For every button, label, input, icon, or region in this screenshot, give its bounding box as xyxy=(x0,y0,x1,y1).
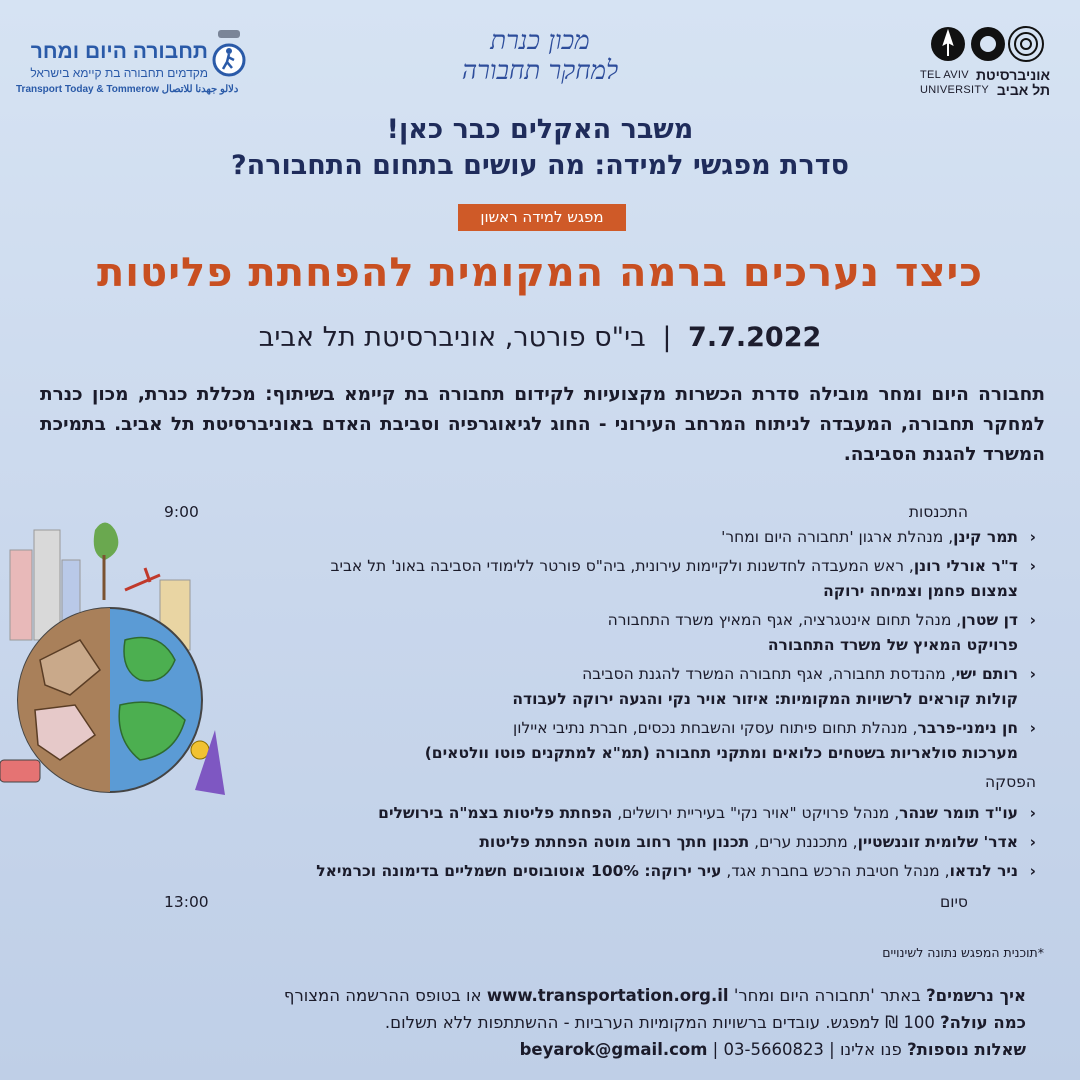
speaker-line xyxy=(164,830,1036,855)
speaker-role: , ראש המעבדה לחדשנות ולקיימות עירונית, ביה"ס פורטר ללימודי הסביבה באונ' תל אביב xyxy=(330,557,914,575)
speaker-role: , מתכננת ערים, xyxy=(749,833,858,851)
series-title-line2: סדרת מפגשי למידה: מה עושים בתחום התחבורה? xyxy=(231,150,849,181)
transport-today-logo xyxy=(16,28,246,100)
agenda-speaker-item xyxy=(164,662,1036,712)
email-link[interactable]: beyarok@gmail.com xyxy=(519,1040,708,1059)
speaker-line xyxy=(164,608,1036,633)
tt-english: Transport Today & Tommerow دلالو جهدنا للاتصال xyxy=(16,84,239,95)
tau-logo-mark-icon xyxy=(926,24,1044,64)
speaker-line xyxy=(164,525,1036,550)
talk-topic: הפחתת פליטות בצמ"ה בירושלים xyxy=(378,804,613,822)
talk-topic: מערכות סולאריות בשטחים כלואים ומתקני תחבורה (תמ"א למתקנים פוטו וולטאים) xyxy=(424,744,1018,762)
talk-topic: תכנון חתך רחוב מוטה הפחתת פליטות xyxy=(479,833,750,851)
start-label: התכנסות xyxy=(908,503,968,521)
start-time: 9:00 xyxy=(164,503,199,521)
agenda-speaker-item xyxy=(164,859,1036,884)
footer xyxy=(126,982,1026,1063)
tt-subtitle: מקדמים תחבורה בת קיימא בישראל xyxy=(30,66,208,80)
speaker-line xyxy=(164,554,1036,579)
speaker-role: , מנהלת ארגון 'תחבורה היום ומחר' xyxy=(721,528,954,546)
speaker-role: , מהנדסת תחבורה, אגף תחבורה המשרד להגנת הסביבה xyxy=(582,665,956,683)
kinneret-logo xyxy=(440,26,640,96)
speaker-name: עו"ד תומר שנהר xyxy=(899,804,1018,822)
event-venue: בי"ס פורטר, אוניברסיטת תל אביב xyxy=(258,322,646,353)
date-venue-line xyxy=(0,322,1080,353)
speaker-line xyxy=(164,859,1036,884)
agenda-speaker-item xyxy=(164,830,1036,855)
registration-question: איך נרשמים? xyxy=(926,986,1026,1005)
separator: | xyxy=(662,322,672,353)
speaker-name: חן נימני-פרבר xyxy=(917,719,1018,737)
agenda-speaker-item xyxy=(164,525,1036,550)
speaker-name: ד"ר אורלי רונן xyxy=(913,557,1018,575)
speaker-role: , מנהל פרויקט "אויר נקי" בעיריית ירושלים, xyxy=(612,804,900,822)
speaker-role: , מנהל תחום אינטגרציה, אגף המאיץ משרד התחבורה xyxy=(607,611,962,629)
talk-topic: פרויקט המאיץ של משרד התחבורה xyxy=(767,636,1018,654)
kinneret-line1: מכון כנרת xyxy=(490,26,590,56)
speaker-line xyxy=(164,801,1036,826)
contact-text: פנו אלינו | 03-5660823 | xyxy=(707,1040,908,1059)
intro-paragraph: תחבורה היום ומחר מובילה סדרת הכשרות מקצועיות לקידום תחבורה בת קיימא בשיתוף: מכללת כנרת, מכון כנרת למחקר תחבורה, המעבדה לניתוח המרחב העירוני - החוג לגיאוגרפיה וסביבת האדם באוניברסיטת תל אביב. בתמיכת המשרד להגנת הסביבה. xyxy=(40,384,1045,465)
end-time: 13:00 xyxy=(164,893,209,911)
talk-topic: עיר ירוקה: 100% אוטובוסים חשמליים בדימונה וכרמיאל xyxy=(316,862,722,880)
talk-topic: צמצום פחמן וצמיחה ירוקה xyxy=(823,582,1018,600)
agenda xyxy=(164,500,1044,915)
kinneret-line2: למחקר תחבורה xyxy=(461,56,619,86)
speaker-line xyxy=(164,716,1036,741)
speaker-name: דן שטרן xyxy=(961,611,1018,629)
agenda-end-row xyxy=(164,890,1044,915)
contact-line xyxy=(126,1036,1026,1063)
speaker-name: תמר קינן xyxy=(953,528,1018,546)
talk-topic: קולות קוראים לרשויות המקומיות: איזור אויר נקי והגעה ירוקה לעבודה xyxy=(512,690,1018,708)
website-link[interactable]: www.transportation.org.il xyxy=(486,986,729,1005)
registration-text: באתר 'תחבורה היום ומחר' xyxy=(728,986,927,1005)
break-label: הפסקה xyxy=(985,773,1036,791)
speaker-role: , מנהל חטיבת הרכש בחברת אגד, xyxy=(721,862,950,880)
tt-name: תחבורה היום ומחר xyxy=(30,40,208,63)
agenda-speaker-item xyxy=(164,801,1036,826)
end-label: סיום xyxy=(939,893,968,911)
cost-line xyxy=(126,1009,1026,1036)
main-title: כיצד נערכים ברמה המקומית להפחתת פליטות xyxy=(96,250,983,296)
session-badge: מפגש למידה ראשון xyxy=(458,204,626,231)
agenda-speaker-item xyxy=(164,608,1036,658)
agenda-speaker-item xyxy=(164,716,1036,766)
speaker-role: , מנהלת תחום פיתוח עסקי והשבחת נכסים, חברת נתיבי איילון xyxy=(513,719,918,737)
pedestrian-badge-icon xyxy=(212,30,246,82)
registration-line xyxy=(126,982,1026,1009)
agenda-start-row xyxy=(164,500,1044,525)
speaker-name: אדר' שלומית זוננשטיין xyxy=(857,833,1018,851)
cost-text: 100 ₪ למפגש. עובדים ברשויות המקומיות הערביות - ההשתתפות ללא תשלום. xyxy=(384,1013,941,1032)
cost-question: כמה עולה? xyxy=(940,1013,1026,1032)
tau-hebrew-name: אוניברסיטת תל אביב xyxy=(975,67,1050,98)
contact-question: שאלות נוספות? xyxy=(907,1040,1026,1059)
tau-logo xyxy=(920,24,1050,100)
registration-form-text: או בטופס ההרשמה המצורף xyxy=(283,986,487,1005)
event-date: 7.7.2022 xyxy=(688,322,822,353)
agenda-speaker-item xyxy=(164,554,1036,604)
speaker-name: רותם ישי xyxy=(955,665,1018,683)
schedule-note: *תוכנית המפגש נתונה לשינויים xyxy=(882,945,1044,960)
speaker-line xyxy=(164,662,1036,687)
series-title-line1: משבר האקלים כבר כאן! xyxy=(386,114,694,145)
speaker-name: ניר לנדאו xyxy=(949,862,1018,880)
tau-english-name: TEL AVIV UNIVERSITY xyxy=(920,69,990,96)
